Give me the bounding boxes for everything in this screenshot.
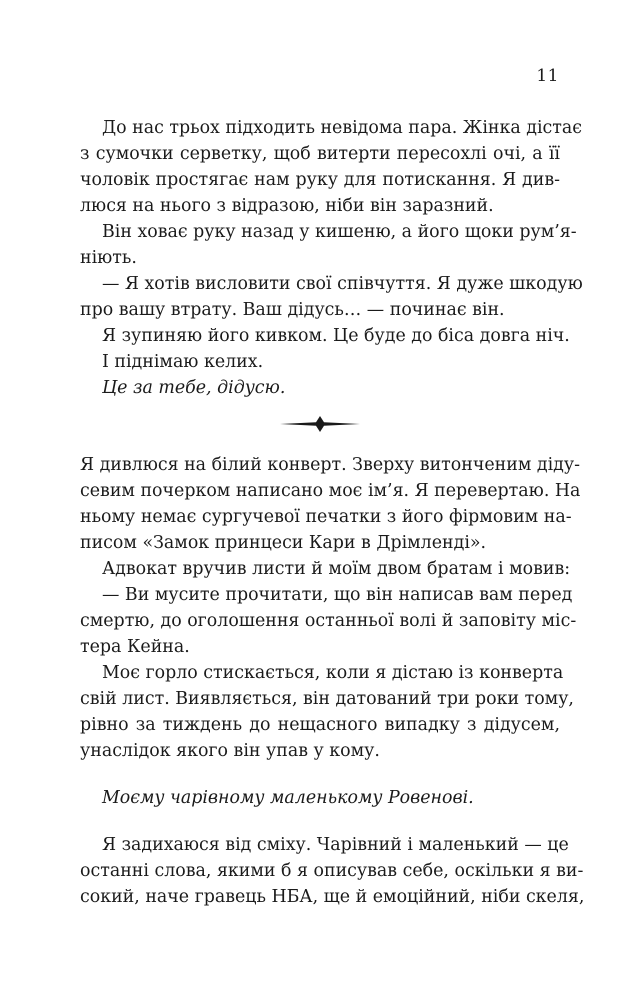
text-line: Моє горло стискається, коли я дістаю із конверта — [102, 663, 564, 683]
text-line: свій лист. Виявляється, він датований три роки тому, — [80, 689, 574, 709]
text-line: Адвокат вручив листи й моїм двом братам і мовив: — [102, 559, 571, 579]
text-line: чоловік простягає нам руку для потискання. Я див- — [80, 170, 560, 190]
italic-line: Це за тебе, дідусю. — [102, 378, 286, 398]
text-line: писом «Замок принцеси Кари в Дрімленді». — [80, 533, 487, 553]
text-line: До нас трьох підходить невідома пара. Жінка дістає — [102, 118, 582, 138]
text-line: Він ховає руку назад у кишеню, а його щоки рум’я- — [102, 222, 577, 242]
text-line: про вашу втрату. Ваш дідусь… — починає він. — [80, 300, 505, 320]
text-line: — Я хотів висловити свої співчуття. Я дуже шкодую — [102, 274, 583, 294]
section-break-ornament-icon — [280, 416, 360, 432]
text-line: тера Кейна. — [80, 637, 190, 657]
text-line: Я задихаюся від сміху. Чарівний і маленький — це — [102, 835, 569, 855]
text-line: севим почерком написано моє ім’я. Я перевертаю. На — [80, 481, 581, 501]
text-line: сокий, наче гравець НБА, ще й емоційний, ніби скеля, — [80, 887, 585, 907]
text-line: Я зупиняю його кивком. Це буде до біса довга ніч. — [102, 326, 570, 346]
text-line: смертю, до оголошення останньої волі й заповіту міс- — [80, 611, 577, 631]
italic-line: Моєму чарівному маленькому Ровенові. — [102, 788, 474, 808]
text-line: І піднімаю келих. — [102, 352, 264, 372]
text-line: Я дивлюся на білий конверт. Зверху витонченим діду- — [80, 455, 580, 475]
text-line: ньому немає сургучевої печатки з його фірмовим на- — [80, 507, 572, 527]
text-line: з сумочки серветку, щоб витерти пересохлі очі, а її — [80, 144, 560, 164]
page-number: 11 — [536, 66, 559, 86]
text-line: останні слова, якими б я описував себе, оскільки я ви- — [80, 861, 584, 881]
text-line: — Ви мусите прочитати, що він написав вам перед — [102, 585, 573, 605]
text-line: люся на нього з відразою, ніби він заразний. — [80, 196, 494, 216]
text-line: унаслідок якого він упав у кому. — [80, 741, 380, 761]
text-line: ніють. — [80, 248, 137, 268]
text-line: рівно за тиждень до нещасного випадку з дідусем, — [80, 715, 560, 735]
